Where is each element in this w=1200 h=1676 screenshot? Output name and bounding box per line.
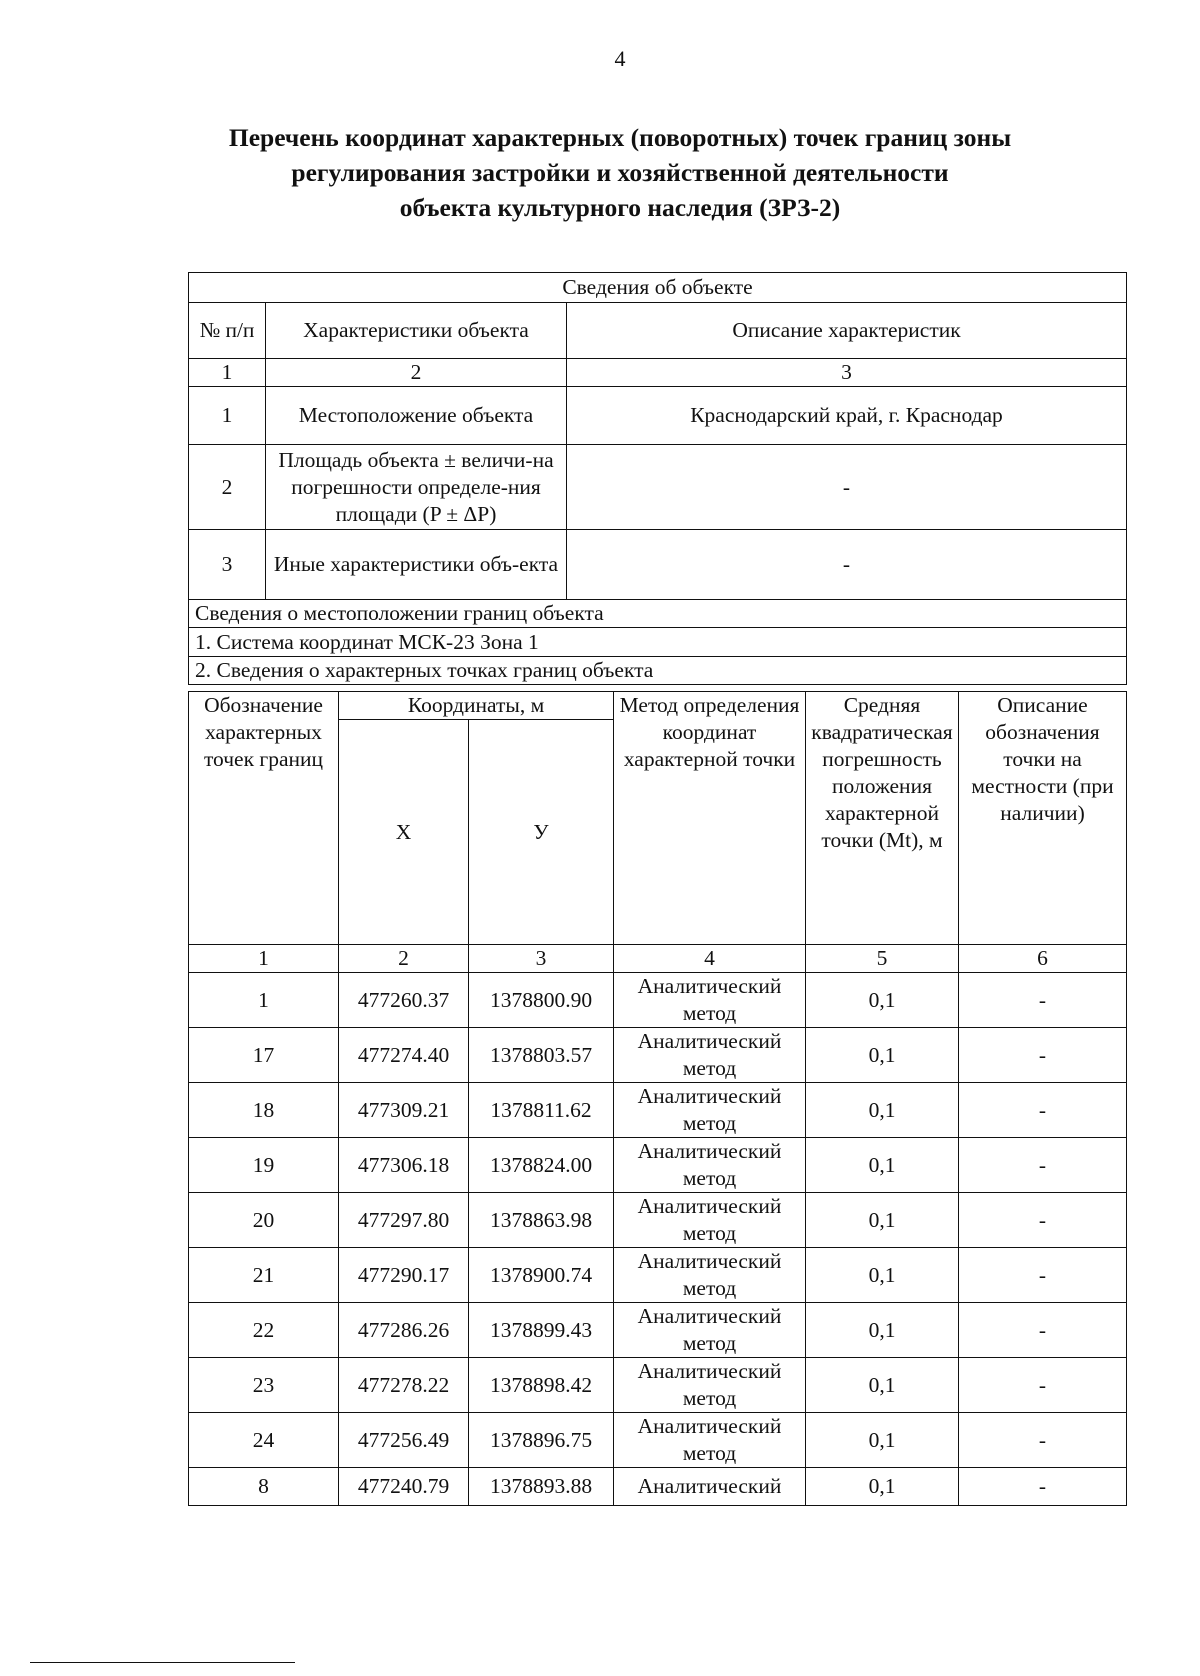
- table-row: [189, 1303, 1127, 1358]
- column-header-description: Описание характеристик: [567, 303, 1127, 359]
- coordinate-y: 1378811.62: [469, 1083, 614, 1138]
- point-id: 24: [189, 1413, 339, 1468]
- coordinate-x: 477274.40: [339, 1028, 469, 1083]
- coordinate-x: 477290.17: [339, 1248, 469, 1303]
- point-id: 22: [189, 1303, 339, 1358]
- column-header-error: Средняя квадратическая погрешность положения характерной точки (Mt), м: [806, 692, 959, 945]
- column-index: 3: [469, 945, 614, 973]
- coordinate-x: 477240.79: [339, 1468, 469, 1506]
- method: Аналитический: [614, 1468, 806, 1506]
- object-row-characteristic: Местоположение объекта: [266, 387, 567, 445]
- column-header-point-description: Описание обозначения точки на местности (при наличии): [959, 692, 1127, 945]
- mean-error: 0,1: [806, 1193, 959, 1248]
- mean-error: 0,1: [806, 1303, 959, 1358]
- page-number: 4: [614, 46, 626, 71]
- object-row: [189, 445, 1127, 530]
- mean-error: 0,1: [806, 973, 959, 1028]
- point-id: 21: [189, 1248, 339, 1303]
- column-header-characteristic: Характеристики объекта: [266, 303, 567, 359]
- boundary-points-table: [188, 691, 1127, 1506]
- object-row-description: -: [567, 445, 1127, 530]
- boundary-points-body: [189, 692, 1127, 1506]
- table-row: [189, 1028, 1127, 1083]
- method: Аналитический метод: [614, 1303, 806, 1358]
- coordinate-x: 477286.26: [339, 1303, 469, 1358]
- method: Аналитический метод: [614, 1138, 806, 1193]
- object-heading-row: [189, 273, 1127, 303]
- method: Аналитический метод: [614, 973, 806, 1028]
- table-row: [189, 1358, 1127, 1413]
- mean-error: 0,1: [806, 1468, 959, 1506]
- table-row: [189, 1248, 1127, 1303]
- points-index-row: [189, 945, 1127, 973]
- table-row: [189, 1138, 1127, 1193]
- mean-error: 0,1: [806, 1358, 959, 1413]
- location-section-heading: Сведения о местоположении границ объекта: [189, 600, 1127, 628]
- object-header-row: [189, 303, 1127, 359]
- method: Аналитический метод: [614, 1248, 806, 1303]
- mean-error: 0,1: [806, 1138, 959, 1193]
- point-description: -: [959, 1248, 1127, 1303]
- column-header-method: Метод определения координат характерной точки: [614, 692, 806, 945]
- coordinate-y: 1378898.42: [469, 1358, 614, 1413]
- point-id: 19: [189, 1138, 339, 1193]
- point-description: -: [959, 1358, 1127, 1413]
- footnote-rule: [30, 1662, 295, 1663]
- column-index: 4: [614, 945, 806, 973]
- points-heading-row: [189, 657, 1127, 685]
- point-id: 8: [189, 1468, 339, 1506]
- point-description: -: [959, 1138, 1127, 1193]
- method: Аналитический метод: [614, 1083, 806, 1138]
- points-header-row: [189, 692, 1127, 720]
- object-info-body: [189, 273, 1127, 600]
- object-row-description: Краснодарский край, г. Краснодар: [567, 387, 1127, 445]
- coordinate-system-row: [189, 628, 1127, 657]
- point-description: -: [959, 1303, 1127, 1358]
- object-row-number: 1: [189, 387, 266, 445]
- coordinate-y: 1378896.75: [469, 1413, 614, 1468]
- coordinate-y: 1378803.57: [469, 1028, 614, 1083]
- coordinate-y: 1378893.88: [469, 1468, 614, 1506]
- point-id: 23: [189, 1358, 339, 1413]
- point-description: -: [959, 1083, 1127, 1138]
- coordinate-y: 1378863.98: [469, 1193, 614, 1248]
- point-description: -: [959, 1193, 1127, 1248]
- mean-error: 0,1: [806, 1028, 959, 1083]
- point-description: -: [959, 973, 1127, 1028]
- column-index: 1: [189, 945, 339, 973]
- object-row-number: 2: [189, 445, 266, 530]
- title-line-2: регулирования застройки и хозяйственной деятельности: [291, 158, 949, 187]
- method: Аналитический метод: [614, 1193, 806, 1248]
- location-heading-row: [189, 600, 1127, 628]
- object-info-table: [188, 272, 1127, 685]
- method: Аналитический метод: [614, 1028, 806, 1083]
- object-row-description: -: [567, 530, 1127, 600]
- column-index: 2: [339, 945, 469, 973]
- table-row: [189, 1413, 1127, 1468]
- column-header-coordinates: Координаты, м: [339, 692, 614, 720]
- document-title: [150, 120, 1090, 225]
- column-header-x: X: [339, 720, 469, 945]
- points-section-heading: 2. Сведения о характерных точках границ объекта: [189, 657, 1127, 685]
- object-row-number: 3: [189, 530, 266, 600]
- object-row: [189, 530, 1127, 600]
- method: Аналитический метод: [614, 1413, 806, 1468]
- table-row: [189, 973, 1127, 1028]
- mean-error: 0,1: [806, 1083, 959, 1138]
- point-description: -: [959, 1028, 1127, 1083]
- coordinate-x: 477309.21: [339, 1083, 469, 1138]
- table-row: [189, 1468, 1127, 1506]
- object-row: [189, 387, 1127, 445]
- object-section-heading: Сведения об объекте: [189, 273, 1127, 303]
- mean-error: 0,1: [806, 1248, 959, 1303]
- column-index: 3: [567, 359, 1127, 387]
- column-index: 5: [806, 945, 959, 973]
- point-id: 20: [189, 1193, 339, 1248]
- column-index: 6: [959, 945, 1127, 973]
- column-index: 1: [189, 359, 266, 387]
- column-header-point: Обозначение характерных точек границ: [189, 692, 339, 945]
- coordinate-x: 477306.18: [339, 1138, 469, 1193]
- column-header-number: № п/п: [189, 303, 266, 359]
- point-description: -: [959, 1413, 1127, 1468]
- coordinate-system: 1. Система координат МСК-23 Зона 1: [189, 628, 1127, 657]
- point-id: 17: [189, 1028, 339, 1083]
- coordinate-y: 1378899.43: [469, 1303, 614, 1358]
- object-row-characteristic: Иные характеристики объ-екта: [266, 530, 567, 600]
- title-line-1: Перечень координат характерных (поворотных) точек границ зоны: [228, 123, 1012, 152]
- table-row: [189, 1193, 1127, 1248]
- column-index: 2: [266, 359, 567, 387]
- title-line-3: объекта культурного наследия (ЗРЗ-2): [399, 193, 841, 222]
- method: Аналитический метод: [614, 1358, 806, 1413]
- object-row-characteristic: Площадь объекта ± величи-на погрешности определе-ния площади (P ± ΔP): [266, 445, 567, 530]
- coordinate-x: 477256.49: [339, 1413, 469, 1468]
- point-id: 1: [189, 973, 339, 1028]
- mean-error: 0,1: [806, 1413, 959, 1468]
- coordinate-y: 1378824.00: [469, 1138, 614, 1193]
- point-description: -: [959, 1468, 1127, 1506]
- column-header-y: У: [469, 720, 614, 945]
- coordinate-x: 477260.37: [339, 973, 469, 1028]
- coordinate-x: 477297.80: [339, 1193, 469, 1248]
- table-row: [189, 1083, 1127, 1138]
- object-index-row: [189, 359, 1127, 387]
- point-id: 18: [189, 1083, 339, 1138]
- coordinate-x: 477278.22: [339, 1358, 469, 1413]
- coordinate-y: 1378800.90: [469, 973, 614, 1028]
- location-section: [189, 600, 1127, 685]
- coordinate-y: 1378900.74: [469, 1248, 614, 1303]
